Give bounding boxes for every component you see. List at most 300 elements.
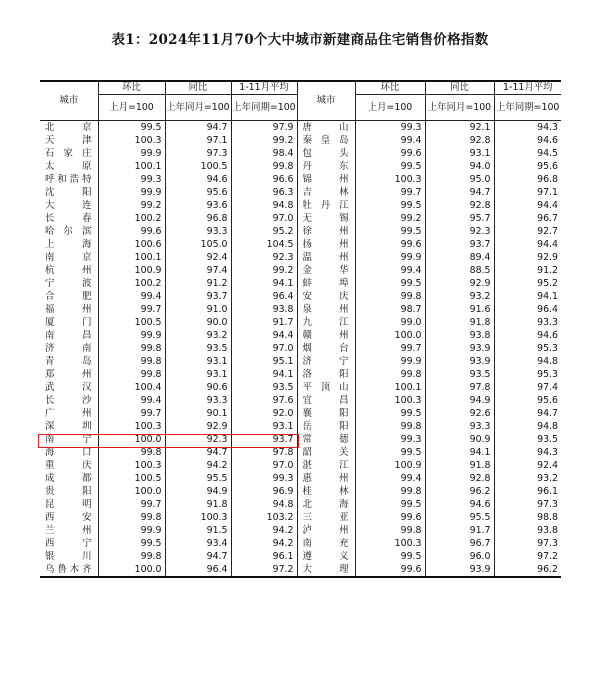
cell-city-right: 岳阳 <box>297 420 355 433</box>
cell-city-right: 泉州 <box>297 303 355 316</box>
cell-yoy-right: 95.7 <box>425 212 494 225</box>
table-header <box>40 81 561 120</box>
cell-city-left: 福州 <box>40 303 98 316</box>
cell-ytd-right: 93.8 <box>537 524 558 536</box>
cell-mom-left: 99.8 <box>98 368 165 381</box>
cell-mom-left: 99.7 <box>98 303 165 316</box>
cell-city-left: 郑州 <box>40 368 98 381</box>
cell-mom-right: 99.8 <box>355 420 425 433</box>
cell-city-left: 南昌 <box>40 329 98 342</box>
cell-yoy-left: 100.3 <box>165 511 231 524</box>
cell-ytd-left: 98.4 <box>231 147 297 160</box>
table-row <box>40 160 561 173</box>
cell-yoy-right: 92.9 <box>425 277 494 290</box>
cell-yoy-right: 94.6 <box>425 498 494 511</box>
cell-yoy-right: 92.8 <box>425 472 494 485</box>
cell-ytd-right: 94.8 <box>537 420 558 432</box>
cell-city-right: 金华 <box>297 264 355 277</box>
cell-mom-left: 100.5 <box>98 316 165 329</box>
cell-ytd-left: 96.3 <box>231 186 297 199</box>
cell-ytd-right: 97.3 <box>537 498 558 510</box>
table-row <box>40 394 561 407</box>
table-row <box>40 433 561 446</box>
cell-ytd-right: 92.4 <box>537 459 558 471</box>
header-base-ytd-left: 上年同期=100 <box>231 94 297 120</box>
cell-ytd-left: 96.1 <box>231 550 297 563</box>
cell-ytd-right: 95.3 <box>537 368 558 380</box>
cell-mom-left: 100.3 <box>98 134 165 147</box>
cell-mom-left: 100.4 <box>98 381 165 394</box>
cell-yoy-left: 94.7 <box>165 550 231 563</box>
cell-yoy-right: 91.8 <box>425 459 494 472</box>
cell-city-left: 乌鲁木齐 <box>40 563 98 577</box>
cell-mom-left: 99.8 <box>98 550 165 563</box>
cell-ytd-left: 97.0 <box>231 459 297 472</box>
cell-city-right: 唐山 <box>297 120 355 134</box>
cell-ytd-left: 94.4 <box>231 329 297 342</box>
cell-mom-right: 100.3 <box>355 394 425 407</box>
cell-ytd-right: 92.7 <box>537 225 558 237</box>
cell-city-left: 宁波 <box>40 277 98 290</box>
cell-ytd-right: 94.6 <box>537 329 558 341</box>
cell-ytd-left: 93.5 <box>231 381 297 394</box>
cell-yoy-left: 96.8 <box>165 212 231 225</box>
cell-mom-left: 100.0 <box>98 485 165 498</box>
cell-ytd-right: 96.8 <box>537 173 558 185</box>
cell-ytd-right: 95.3 <box>537 342 558 354</box>
cell-city-left: 北京 <box>40 120 98 134</box>
table-row <box>40 355 561 368</box>
cell-ytd-left: 94.1 <box>231 368 297 381</box>
cell-mom-right: 99.3 <box>355 120 425 134</box>
cell-yoy-right: 93.9 <box>425 355 494 368</box>
cell-yoy-right: 94.9 <box>425 394 494 407</box>
header-base-mom-left: 上月=100 <box>98 94 165 120</box>
cell-ytd-left: 96.9 <box>231 485 297 498</box>
cell-yoy-left: 97.4 <box>165 264 231 277</box>
cell-city-left: 天津 <box>40 134 98 147</box>
price-index-table <box>40 80 561 578</box>
cell-yoy-right: 93.1 <box>425 147 494 160</box>
table-row <box>40 212 561 225</box>
cell-city-left: 南京 <box>40 251 98 264</box>
cell-ytd-left: 96.4 <box>231 290 297 303</box>
cell-yoy-left: 105.0 <box>165 238 231 251</box>
cell-city-left: 大连 <box>40 199 98 212</box>
cell-city-left: 成都 <box>40 472 98 485</box>
cell-ytd-left: 99.8 <box>231 160 297 173</box>
cell-city-left: 沈阳 <box>40 186 98 199</box>
cell-ytd-right: 93.5 <box>537 433 558 445</box>
cell-yoy-left: 91.8 <box>165 498 231 511</box>
cell-mom-right: 99.7 <box>355 342 425 355</box>
cell-mom-left: 99.7 <box>98 498 165 511</box>
cell-ytd-left: 93.8 <box>231 303 297 316</box>
cell-city-left: 合肥 <box>40 290 98 303</box>
cell-ytd-left: 95.1 <box>231 355 297 368</box>
cell-city-right: 九江 <box>297 316 355 329</box>
table-row <box>40 199 561 212</box>
cell-mom-left: 100.1 <box>98 160 165 173</box>
cell-yoy-right: 95.0 <box>425 173 494 186</box>
cell-yoy-left: 93.1 <box>165 368 231 381</box>
header-city-right: 城市 <box>297 81 355 120</box>
cell-yoy-left: 93.6 <box>165 199 231 212</box>
cell-city-right: 包头 <box>297 147 355 160</box>
header-mom-right: 环比 <box>355 81 425 94</box>
table-row <box>40 485 561 498</box>
cell-yoy-left: 93.7 <box>165 290 231 303</box>
cell-mom-right: 99.0 <box>355 316 425 329</box>
header-yoy-left: 同比 <box>165 81 231 94</box>
cell-yoy-right: 94.7 <box>425 186 494 199</box>
cell-yoy-left: 90.6 <box>165 381 231 394</box>
table-row <box>40 537 561 550</box>
cell-city-right: 南充 <box>297 537 355 550</box>
cell-ytd-left: 95.2 <box>231 225 297 238</box>
cell-mom-left: 99.4 <box>98 290 165 303</box>
cell-mom-left: 99.5 <box>98 120 165 134</box>
cell-yoy-left: 97.3 <box>165 147 231 160</box>
cell-city-left: 广州 <box>40 407 98 420</box>
table-row <box>40 459 561 472</box>
cell-city-left: 长春 <box>40 212 98 225</box>
cell-ytd-right: 94.1 <box>537 290 558 302</box>
cell-city-left: 重庆 <box>40 459 98 472</box>
cell-yoy-right: 93.5 <box>425 368 494 381</box>
cell-ytd-left: 93.1 <box>231 420 297 433</box>
cell-city-right: 洛阳 <box>297 368 355 381</box>
cell-ytd-left: 99.2 <box>231 134 297 147</box>
cell-city-right: 惠州 <box>297 472 355 485</box>
cell-yoy-right: 93.2 <box>425 290 494 303</box>
table-row <box>40 120 561 134</box>
table-row <box>40 134 561 147</box>
cell-city-left: 哈尔滨 <box>40 225 98 238</box>
cell-city-left: 呼和浩特 <box>40 173 98 186</box>
cell-ytd-left: 94.8 <box>231 199 297 212</box>
cell-ytd-left: 93.7 <box>231 433 297 446</box>
cell-yoy-left: 92.3 <box>165 433 231 446</box>
cell-yoy-left: 90.0 <box>165 316 231 329</box>
cell-yoy-right: 92.6 <box>425 407 494 420</box>
cell-mom-left: 100.2 <box>98 212 165 225</box>
cell-city-left: 杭州 <box>40 264 98 277</box>
cell-ytd-right: 97.3 <box>537 537 558 549</box>
cell-mom-left: 100.3 <box>98 420 165 433</box>
cell-mom-right: 99.7 <box>355 186 425 199</box>
cell-ytd-right: 96.2 <box>494 563 561 577</box>
cell-mom-left: 100.9 <box>98 264 165 277</box>
cell-ytd-right: 91.2 <box>537 264 558 276</box>
cell-city-right: 吉林 <box>297 186 355 199</box>
table-row <box>40 563 561 577</box>
header-base-yoy-right: 上年同月=100 <box>425 94 494 120</box>
cell-yoy-left: 100.5 <box>165 160 231 173</box>
table-row <box>40 251 561 264</box>
cell-mom-right: 99.5 <box>355 550 425 563</box>
table-row <box>40 147 561 160</box>
cell-city-right: 大理 <box>297 563 355 577</box>
cell-mom-left: 99.7 <box>98 407 165 420</box>
cell-ytd-left: 94.8 <box>231 498 297 511</box>
cell-mom-left: 100.1 <box>98 251 165 264</box>
table-row <box>40 238 561 251</box>
cell-city-right: 常德 <box>297 433 355 446</box>
cell-yoy-left: 91.2 <box>165 277 231 290</box>
cell-mom-right: 99.4 <box>355 472 425 485</box>
cell-ytd-right: 98.8 <box>537 511 558 523</box>
cell-yoy-right: 94.1 <box>425 446 494 459</box>
price-index-table-container <box>40 80 561 578</box>
cell-yoy-right: 89.4 <box>425 251 494 264</box>
cell-ytd-left: 104.5 <box>231 238 297 251</box>
cell-mom-right: 99.4 <box>355 134 425 147</box>
cell-ytd-right: 94.3 <box>537 446 558 458</box>
header-base-mom-right: 上月=100 <box>355 94 425 120</box>
cell-city-right: 北海 <box>297 498 355 511</box>
cell-yoy-right: 93.9 <box>425 563 494 577</box>
cell-mom-left: 99.8 <box>98 342 165 355</box>
cell-ytd-right: 94.6 <box>537 134 558 146</box>
cell-mom-right: 99.6 <box>355 563 425 577</box>
cell-mom-right: 100.1 <box>355 381 425 394</box>
cell-ytd-left: 94.1 <box>231 277 297 290</box>
cell-ytd-right: 94.3 <box>537 121 558 133</box>
cell-yoy-right: 93.8 <box>425 329 494 342</box>
cell-yoy-right: 96.7 <box>425 537 494 550</box>
header-ytd-right: 1-11月平均 <box>494 81 561 94</box>
cell-ytd-right: 94.8 <box>537 355 558 367</box>
cell-yoy-right: 88.5 <box>425 264 494 277</box>
table-row <box>40 225 561 238</box>
cell-city-right: 锦州 <box>297 173 355 186</box>
header-mom-left: 环比 <box>98 81 165 94</box>
cell-city-left: 长沙 <box>40 394 98 407</box>
cell-ytd-right: 94.7 <box>537 407 558 419</box>
cell-city-left: 兰州 <box>40 524 98 537</box>
cell-mom-right: 100.0 <box>355 329 425 342</box>
cell-ytd-left: 97.6 <box>231 394 297 407</box>
cell-ytd-right: 97.1 <box>537 186 558 198</box>
cell-ytd-left: 103.2 <box>231 511 297 524</box>
cell-city-right: 赣州 <box>297 329 355 342</box>
cell-ytd-right: 96.4 <box>537 303 558 315</box>
cell-ytd-right: 94.5 <box>537 147 558 159</box>
cell-mom-right: 99.6 <box>355 511 425 524</box>
cell-city-right: 湛江 <box>297 459 355 472</box>
table-row <box>40 524 561 537</box>
cell-mom-right: 99.5 <box>355 225 425 238</box>
cell-city-right: 温州 <box>297 251 355 264</box>
cell-city-left: 昆明 <box>40 498 98 511</box>
cell-yoy-left: 94.2 <box>165 459 231 472</box>
cell-ytd-left: 97.0 <box>231 342 297 355</box>
header-ytd-left: 1-11月平均 <box>231 81 297 94</box>
cell-yoy-left: 92.4 <box>165 251 231 264</box>
cell-city-right: 韶关 <box>297 446 355 459</box>
cell-mom-left: 100.6 <box>98 238 165 251</box>
cell-city-left: 西宁 <box>40 537 98 550</box>
cell-yoy-left: 94.7 <box>165 120 231 134</box>
cell-mom-left: 99.9 <box>98 147 165 160</box>
cell-mom-left: 99.8 <box>98 355 165 368</box>
table-row <box>40 264 561 277</box>
cell-yoy-left: 93.3 <box>165 394 231 407</box>
cell-ytd-left: 96.6 <box>231 173 297 186</box>
table-row <box>40 277 561 290</box>
table-row <box>40 550 561 563</box>
cell-city-right: 平顶山 <box>297 381 355 394</box>
table-row <box>40 329 561 342</box>
cell-mom-right: 98.7 <box>355 303 425 316</box>
cell-mom-left: 100.0 <box>98 563 165 577</box>
cell-ytd-left: 97.2 <box>231 563 297 577</box>
cell-ytd-right: 96.7 <box>537 212 558 224</box>
cell-yoy-right: 96.0 <box>425 550 494 563</box>
cell-mom-left: 99.8 <box>98 511 165 524</box>
cell-ytd-right: 95.2 <box>537 277 558 289</box>
cell-ytd-right: 97.2 <box>537 550 558 562</box>
cell-city-left: 深圳 <box>40 420 98 433</box>
cell-mom-left: 100.0 <box>98 433 165 446</box>
cell-yoy-left: 93.2 <box>165 329 231 342</box>
cell-yoy-left: 93.1 <box>165 355 231 368</box>
cell-mom-right: 100.3 <box>355 537 425 550</box>
cell-mom-left: 100.5 <box>98 472 165 485</box>
cell-city-left: 南宁 <box>40 433 98 446</box>
cell-city-right: 烟台 <box>297 342 355 355</box>
cell-yoy-right: 95.5 <box>425 511 494 524</box>
cell-mom-right: 99.5 <box>355 199 425 212</box>
cell-ytd-right: 94.4 <box>537 238 558 250</box>
cell-ytd-left: 99.3 <box>231 472 297 485</box>
cell-ytd-right: 92.9 <box>537 251 558 263</box>
cell-yoy-left: 94.9 <box>165 485 231 498</box>
cell-yoy-right: 97.8 <box>425 381 494 394</box>
cell-ytd-right: 93.2 <box>537 472 558 484</box>
cell-yoy-right: 94.0 <box>425 160 494 173</box>
table-row <box>40 472 561 485</box>
cell-yoy-left: 94.6 <box>165 173 231 186</box>
cell-mom-right: 99.8 <box>355 290 425 303</box>
cell-ytd-right: 93.3 <box>537 316 558 328</box>
cell-mom-right: 99.5 <box>355 498 425 511</box>
table-row <box>40 173 561 186</box>
cell-yoy-left: 93.5 <box>165 342 231 355</box>
table-row <box>40 316 561 329</box>
cell-mom-left: 99.9 <box>98 524 165 537</box>
cell-mom-right: 99.9 <box>355 251 425 264</box>
cell-mom-right: 99.9 <box>355 355 425 368</box>
cell-ytd-right: 94.4 <box>537 199 558 211</box>
cell-city-left: 武汉 <box>40 381 98 394</box>
cell-yoy-right: 91.7 <box>425 524 494 537</box>
cell-city-right: 扬州 <box>297 238 355 251</box>
cell-mom-left: 99.8 <box>98 446 165 459</box>
table-row <box>40 342 561 355</box>
cell-yoy-left: 92.9 <box>165 420 231 433</box>
cell-yoy-left: 94.7 <box>165 446 231 459</box>
cell-city-right: 宜昌 <box>297 394 355 407</box>
cell-ytd-right: 96.1 <box>537 485 558 497</box>
cell-mom-left: 100.2 <box>98 277 165 290</box>
cell-yoy-right: 92.3 <box>425 225 494 238</box>
cell-city-right: 遵义 <box>297 550 355 563</box>
cell-mom-left: 100.3 <box>98 459 165 472</box>
table-row <box>40 511 561 524</box>
table-row <box>40 368 561 381</box>
header-base-ytd-right: 上年同期=100 <box>494 94 561 120</box>
table-row <box>40 420 561 433</box>
table-row <box>40 446 561 459</box>
cell-mom-right: 99.8 <box>355 485 425 498</box>
cell-yoy-left: 93.4 <box>165 537 231 550</box>
cell-mom-right: 99.6 <box>355 147 425 160</box>
header-base-yoy-left: 上年同月=100 <box>165 94 231 120</box>
cell-ytd-right: 97.4 <box>537 381 558 393</box>
cell-yoy-right: 92.8 <box>425 134 494 147</box>
cell-yoy-left: 93.3 <box>165 225 231 238</box>
cell-mom-left: 99.9 <box>98 186 165 199</box>
header-city-left: 城市 <box>40 81 98 120</box>
cell-ytd-left: 92.0 <box>231 407 297 420</box>
cell-city-right: 徐州 <box>297 225 355 238</box>
table-body <box>40 120 561 577</box>
table-row <box>40 186 561 199</box>
cell-city-left: 太原 <box>40 160 98 173</box>
cell-city-right: 三亚 <box>297 511 355 524</box>
cell-city-left: 济南 <box>40 342 98 355</box>
cell-yoy-right: 91.8 <box>425 316 494 329</box>
cell-city-left: 海口 <box>40 446 98 459</box>
cell-mom-right: 99.8 <box>355 368 425 381</box>
cell-city-right: 泸州 <box>297 524 355 537</box>
cell-mom-left: 99.3 <box>98 173 165 186</box>
cell-mom-left: 99.9 <box>98 329 165 342</box>
cell-city-left: 贵阳 <box>40 485 98 498</box>
cell-ytd-left: 97.8 <box>231 446 297 459</box>
cell-mom-right: 100.9 <box>355 459 425 472</box>
cell-mom-right: 99.5 <box>355 277 425 290</box>
cell-city-right: 牡丹江 <box>297 199 355 212</box>
cell-city-right: 济宁 <box>297 355 355 368</box>
cell-yoy-left: 96.4 <box>165 563 231 577</box>
cell-mom-right: 99.5 <box>355 160 425 173</box>
cell-ytd-left: 94.2 <box>231 524 297 537</box>
cell-city-left: 银川 <box>40 550 98 563</box>
cell-mom-left: 99.2 <box>98 199 165 212</box>
cell-yoy-right: 93.9 <box>425 342 494 355</box>
cell-yoy-right: 93.3 <box>425 420 494 433</box>
cell-yoy-left: 91.5 <box>165 524 231 537</box>
cell-city-left: 厦门 <box>40 316 98 329</box>
cell-yoy-left: 91.0 <box>165 303 231 316</box>
cell-mom-left: 99.4 <box>98 394 165 407</box>
cell-yoy-left: 95.5 <box>165 472 231 485</box>
cell-yoy-left: 97.1 <box>165 134 231 147</box>
cell-city-right: 无锡 <box>297 212 355 225</box>
cell-city-left: 青岛 <box>40 355 98 368</box>
cell-ytd-left: 92.3 <box>231 251 297 264</box>
table-row <box>40 381 561 394</box>
cell-ytd-left: 91.7 <box>231 316 297 329</box>
table-row <box>40 290 561 303</box>
cell-mom-right: 99.3 <box>355 433 425 446</box>
cell-yoy-right: 92.8 <box>425 199 494 212</box>
cell-ytd-left: 94.2 <box>231 537 297 550</box>
cell-mom-right: 99.6 <box>355 238 425 251</box>
